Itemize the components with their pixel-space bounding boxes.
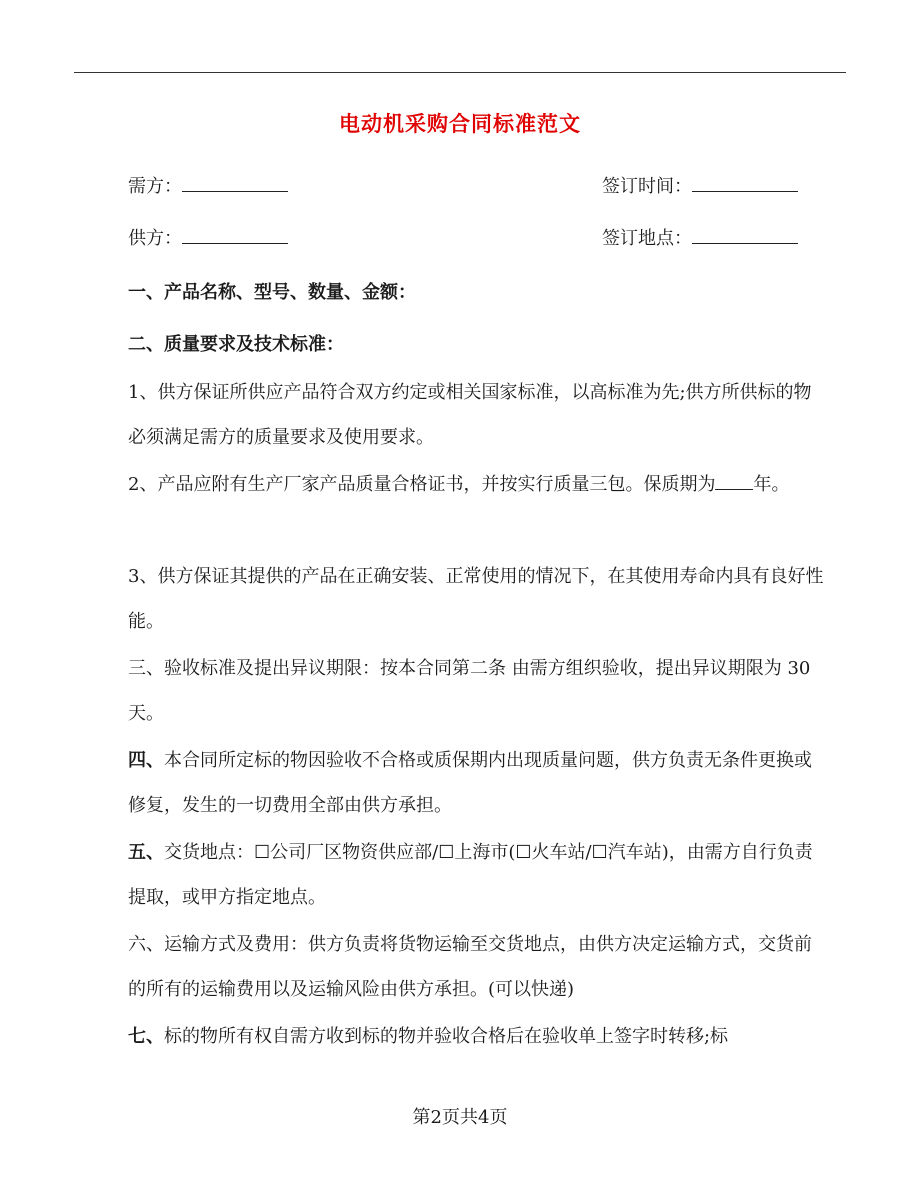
- paragraph-acceptance: 三、验收标准及提出异议期限：按本合同第二条 由需方组织验收，提出异议期限为 30 天。: [128, 658, 811, 724]
- paragraph-1: 1、供方保证所供应产品符合双方约定或相关国家标准，以高标准为先;供方所供标的物必须满足需方的质量要求及使用要求。: [128, 382, 812, 448]
- buyer-label: 需方：: [128, 176, 182, 197]
- document-title: 电动机采购合同标准范文: [339, 111, 581, 136]
- paragraph-quality-issues: [128, 738, 824, 828]
- supplier-blank: [182, 225, 288, 244]
- paragraph-2-end: 年。: [753, 474, 790, 495]
- page-number: 第2页共4页: [412, 1107, 508, 1128]
- paragraph-delivery-lead: 五、: [128, 842, 164, 863]
- sign-time-blank: [692, 173, 798, 192]
- paragraph-transport: 六、运输方式及费用：供方负责将货物运输至交货地点，由供方决定运输方式，交货前的所有的运输费用以及运输风险由供方承担。(可以快递): [128, 934, 812, 1000]
- buyer-blank: [182, 173, 288, 192]
- section-heading-1: 一、产品名称、型号、数量、金额：: [128, 282, 416, 303]
- paragraph-delivery: [128, 830, 824, 920]
- paragraph-2-text: 2、产品应附有生产厂家产品质量合格证书，并按实行质量三包。保质期为: [128, 474, 716, 495]
- paragraph-ownership-lead: 七、: [128, 1026, 164, 1047]
- header-rule: [74, 72, 846, 73]
- supplier-label: 供方：: [128, 228, 182, 249]
- paragraph-quality-lead: 四、: [128, 750, 164, 771]
- paragraph-quality-text: 本合同所定标的物因验收不合格或质保期内出现质量问题，供方负责无条件更换或修复，发生的一切费用全部由供方承担。: [128, 750, 812, 816]
- paragraph-3: 3、供方保证其提供的产品在正确安装、正常使用的情况下，在其使用寿命内具有良好性能。: [128, 566, 824, 632]
- paragraph-delivery-text: 交货地点：☐公司厂区物资供应部/☐上海市(☐火车站/☐汽车站)，由需方自行负责提取，或甲方指定地点。: [128, 842, 813, 908]
- sign-place-field: [602, 224, 798, 250]
- paragraph-ownership-text: 标的物所有权自需方收到标的物并验收合格后在验收单上签字时转移;标: [164, 1026, 729, 1047]
- paragraph-2: [128, 462, 824, 507]
- sign-place-label: 签订地点：: [602, 228, 692, 249]
- section-heading-2: 二、质量要求及技术标准：: [128, 334, 344, 355]
- sign-time-field: [602, 172, 798, 198]
- sign-place-blank: [692, 225, 798, 244]
- paragraph-ownership: [128, 1014, 824, 1059]
- supplier-field: [128, 224, 288, 250]
- buyer-field: [128, 172, 288, 198]
- warranty-years-blank: [715, 471, 753, 490]
- sign-time-label: 签订时间：: [602, 176, 692, 197]
